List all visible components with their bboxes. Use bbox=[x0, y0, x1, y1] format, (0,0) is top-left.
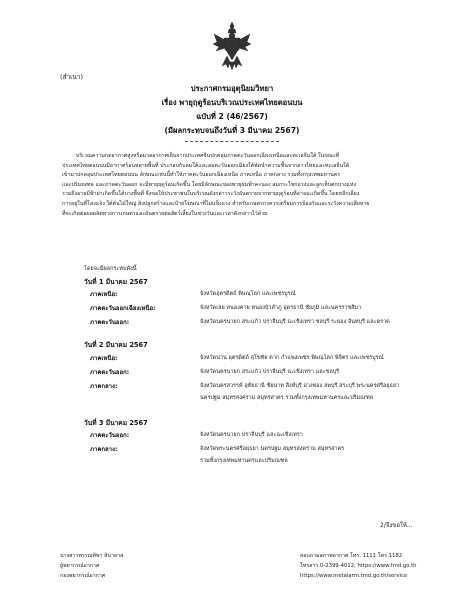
signatory-division: กองพยากรณ์อากาศ bbox=[60, 573, 106, 579]
footer-signatory bbox=[60, 551, 123, 581]
province-list: จังหวัดเลย หนองคาย หนองบัวลำภู อุดรธานี ชัยภูมิ และนครราชสีมา bbox=[200, 305, 362, 311]
province-list: รวมทั้งกรุงเทพมหานครและปริมณฑล bbox=[200, 458, 288, 464]
day-heading: วันที่ 3 มีนาคม 2567 bbox=[84, 419, 148, 427]
announcement-title: ประกาศกรมอุตุนิยมวิทยา bbox=[190, 84, 274, 93]
province-list: จังหวัดอุตรดิตถ์ พิษณุโลก และเพชรบูรณ์ bbox=[200, 291, 296, 297]
contact-fax-url[interactable]: โทรสาร 0-2399-4012, https://www.tmd.go.th bbox=[300, 563, 417, 569]
garuda-emblem-icon bbox=[212, 20, 252, 72]
region-label: ภาคเหนือ: bbox=[90, 355, 118, 362]
signatory-name: นางสาวพรรณทิพา สินาลาส bbox=[60, 553, 124, 559]
region-label: ภาคตะวันออก: bbox=[90, 369, 130, 376]
contact-phone: สอบถามสภาพอากาศ โทร. 1111 โทร 1182 bbox=[300, 553, 403, 559]
title-divider bbox=[185, 141, 279, 142]
body-line: บริเวณความกดอากาศสูงหรือมวลอากาศเย็นจากประเทศจีนปกคลุมภาคตะวันออกเฉียงเหนือและทะเลจีนใต้ ในขณะที่ bbox=[76, 153, 340, 159]
region-label: ภาคตะวันออกเฉียงเหนือ: bbox=[90, 305, 156, 312]
body-paragraph bbox=[62, 152, 418, 219]
announcement-subject: เรื่อง พายุฤดูร้อนบริเวณประเทศไทยตอนบน bbox=[161, 98, 303, 107]
province-list: จังหวัดนครนายก สระแก้ว ปราจีนบุรี ฉะเชิงเทรา ชลบุรี ระยอง จันทบุรี และตราด bbox=[200, 319, 390, 325]
province-list: จังหวัดนครสวรรค์ อุทัยธานี ชัยนาท สิงห์บุรี อ่างทอง ลพบุรี สระบุรี พระนครศรีอยุธยา bbox=[200, 383, 400, 389]
region-label: ภาคกลาง: bbox=[90, 446, 118, 453]
province-list: จังหวัดพระนครศรีอยุธยา นครปฐม สมุทรสงคราม สมุทรสาคร bbox=[200, 446, 345, 452]
announcement-effective-date: (มีผลกระทบจนถึงวันที่ 3 มีนาคม 2567) bbox=[164, 126, 300, 135]
footer-contact bbox=[300, 551, 417, 581]
announcement-number: ฉบับที่ 2 (46/2567) bbox=[196, 112, 268, 121]
body-line: ประเทศไทยตอนบนมีอากาศร้อนหลายพื้นที่ ประกอบกับลมใต้และลมตะวันออกเฉียงใต้พัดนำความชื้นจากอ่าวไทยและทะเลจีนใต้ bbox=[62, 162, 350, 169]
copy-label: (สำเนา) bbox=[60, 73, 84, 81]
region-label: ภาคเหนือ: bbox=[90, 291, 118, 298]
contact-service-url[interactable]: https://www.metalarm.tmd.go.th/service bbox=[300, 573, 408, 579]
region-label: ภาคกลาง: bbox=[90, 383, 118, 390]
day-heading: วันที่ 1 มีนาคม 2567 bbox=[84, 278, 148, 286]
body-line: ที่จะเกิดต่อผลผลิตทางการเกษตรและอันตรายต่อสัตว์เลี้ยงในช่วงวันและเวลาดังกล่าวไว้ด้วย bbox=[62, 210, 268, 217]
continuation-note: 2/จึงขอให้... bbox=[380, 522, 413, 529]
day-heading: วันที่ 2 มีนาคม 2567 bbox=[84, 341, 148, 349]
province-list: จังหวัดนครนายก สระแก้ว ปราจีนบุรี ฉะเชิงเทรา และชลบุรี bbox=[200, 369, 340, 375]
body-line: รวมถึงอาจมีฟ้าผ่าเกิดขึ้นได้บางพื้นที่ จึงขอให้ประชาชนในบริเวณดังกล่าวระวังอันตรายจากพายุฤดูร้อนที่อาจจะเกิดขึ้น โดยหลีกเลี่ยง bbox=[62, 191, 360, 198]
region-label: ภาคตะวันออก: bbox=[90, 319, 130, 326]
body-line: และปริมณฑล และภาคตะวันออก จะมีพายุฤดูร้อนเกิดขึ้น โดยมีลักษณะของพายุฝนฟ้าคะนอง ลมกระโชกแรงและลูกเห็บตกบางแห่ง bbox=[62, 181, 357, 188]
signatory-position: ผู้พยากรณ์อากาศ bbox=[60, 563, 100, 569]
affected-intro: โดยจะมีผลกระทบดังนี้ bbox=[84, 266, 137, 272]
region-label: ภาคตะวันออก: bbox=[90, 432, 130, 439]
province-list: นครปฐม สมุทรสงคราม สมุทรสาคร รวมทั้งกรุงเทพมหานครและปริมณฑล bbox=[200, 395, 374, 401]
body-line: การอยู่ในที่โล่งแจ้ง ใต้ต้นไม้ใหญ่ สิ่งปลูกสร้างและป้ายโฆษณาที่ไม่แข็งแรง สำหรับเกษตรกรควรเตรียมการป้องกันและระวังความเสียหาย bbox=[62, 200, 370, 207]
province-list: จังหวัดน่าน อุตรดิตถ์ สุโขทัย ตาก กำแพงเพชร พิษณุโลก พิจิตร และเพชรบูรณ์ bbox=[200, 355, 384, 361]
province-list: จังหวัดนครนายก ปราจีนบุรี และฉะเชิงเทรา bbox=[200, 432, 303, 438]
body-line: เข้ามาปกคลุมประเทศไทยตอนบน ลักษณะเช่นนี้ทำให้ภาคตะวันออกเฉียงเหนือ ภาคเหนือ ภาคกลาง รวมทั้งกรุงเทพมหานคร bbox=[62, 172, 341, 179]
